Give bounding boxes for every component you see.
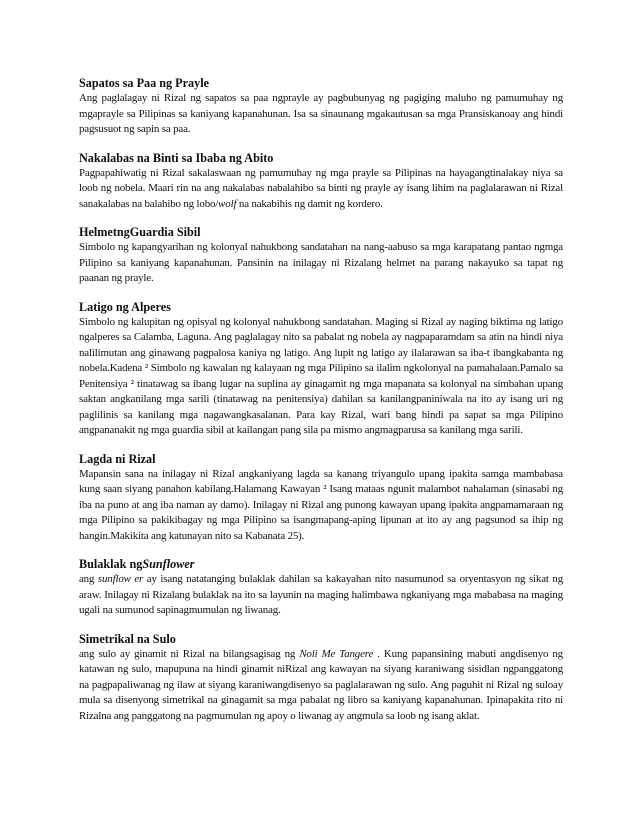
section-paragraph [79,166,563,213]
section-paragraph [79,467,563,545]
paragraph-text: ang sulo ay ginamit ni Rizal na bilangsagisag ng [79,647,300,660]
heading-italic-text: Sunflower [142,557,195,571]
paragraph-italic-text: wolf [218,197,237,210]
section-heading: Simetrikal na Sulo [79,631,176,646]
document-page [79,76,563,737]
section-heading: Nakalabas na Binti sa Ibaba ng Abito [79,150,274,165]
paragraph-text: Mapansin sana na inilagay ni Rizal angkaniyang lagda sa kanang triyangulo upang ipakita samga mambabasa kung saan siyang panahon kabilang.Halamang Kawayan ² Isang mataas ngunit malambot nahalaman (sinasabi ng iba na puno at ang iba naman ay damo). Inilagay ni Rizal ang punong kawayan upang ipakita angpamamaraan ng mga Pilipino sa pakikibagay ng mga Pilipino sa isangmapang-aping lipunan at ito ay ang pagsunod sa ihip ng hangin.Makikita ang katunayan nito sa Kabanata 25). [79,467,563,542]
section-paragraph [79,572,563,619]
section-paragraph [79,240,563,287]
section-heading: Lagda ni Rizal [79,451,156,466]
section-binti [79,151,563,213]
section-heading: Sapatos sa Paa ng Prayle [79,76,210,90]
paragraph-text: ay isang natatanging bulaklak dahilan sa kakayahan nito nasumunod sa oryentasyon ng sikat ng araw. Inilagay ni Rizalang bulaklak na ito sa layunin na maging halimbawa ngkaniyang mga mababasa na maging ugali na sumunod sapinagmumulan ng liwanag. [79,573,563,616]
section-heading [79,557,563,572]
paragraph-italic-text: Noli Me Tangere [299,647,374,660]
paragraph-text: na nakabihis ng damit ng kordero. [236,197,383,210]
section-latigo [79,300,563,439]
paragraph-text: . Kung papansining mabuti angdisenyo ng katawan ng sulo, mapupuna na hindi ginamit niRizal ang kawayan na siyang karaniwang sisidlan ngpanggatong na pagpapaliwanag ng ilaw at siyang karaniwangdisenyo sa paglalarawan ng sulo. Ang paguhit ni Rizal ng suloay mula sa disenyong simetrikal na ginagamit sa mga pabalat ng libro sa kaniyang kapanahunan. Ipinapakita rito ni Rizalna ang panggatong na pagmumulan ng apoy o liwanag ay angmula sa loob ng isang aklat. [79,647,563,722]
section-paragraph [79,315,563,439]
section-sapatos [79,76,563,138]
section-lagda [79,452,563,545]
paragraph-text: Simbolo ng kapangyarihan ng kolonyal nahukbong sandatahan na nang-aabuso sa mga karapatang pantao ngmga Pilipino sa kaniyang kapanahunan. Pansinin na inilagay ni Rizalang helmet na parang nakayuko sa tapat ng paanan ng prayle. [79,241,563,284]
section-paragraph [79,91,563,138]
paragraph-text: Ang paglalagay ni Rizal ng sapatos sa paa ngprayle ay pagbubunyag ng pagiging maluho ng pamumuhay ng mgaprayle sa Pilipinas sa kaniyang kapanahunan. Isa sa sinaunang mgakautusan sa mga Pransiskanoay ang hindi pagsusuot ng sapin sa paa. [79,92,563,135]
heading-text: Bulaklak ng [79,557,143,571]
section-paragraph [79,647,563,725]
section-helmet [79,225,563,287]
paragraph-text: Simbolo ng kalupitan ng opisyal ng kolonyal nahukbong sandatahan. Maging si Rizal ay naging biktima ng latigo ngalperes sa Calamba, Laguna. Ang paglalagay nito sa pabalat ng nobela ay nagpaparamdam sa atin na hindi niya nalilimutan ang ginawang pagpalosa kaniya ng latigo. Ang lupit ng latigo ay ilalarawan sa iba-t ibangkabanta ng nobela.Kadena ² Simbolo ng kawalan ng kalayaan ng mga Pilipino sa ilalim ngkolonyal na pamahalaan.Pamalo sa Penitensiya ² tinatawag sa ibang lugar na suplina ay ginagamit ng mga mapanata sa kolonyal na simbahan upang saktan angkanilang mga sarili (tinatawag na penitensiya) dahilan sa kanilangpaniniwala na ito ay isang uri ng paglilinis sa kanilang mga nagawangkasalanan. Para kay Rizal, wari bang hindi pa sapat sa mga Pilipino angpananakit ng mga guardia sibil at kailangan pang sila pa mismo angmagparusa sa kanilang mga sarili. [79,315,563,436]
section-heading: Latigo ng Alperes [79,299,171,314]
section-bulaklak [79,557,563,619]
section-sulo [79,632,563,725]
paragraph-italic-text: sunflow er [97,573,144,585]
section-heading: HelmetngGuardia Sibil [79,225,201,239]
paragraph-text: Pagpapahiwatig ni Rizal sakalaswaan ng pamumuhay ng mga prayle sa Pilipinas na hayagangtinalakay niya sa loob ng nobela. Maari rin na ang nakalabas nabalahibo sa binti ng prayle ay isang lihim na paglalarawan ni Rizal sanakalabas na balahibo ng lobo/ [79,166,563,210]
paragraph-text: ang [79,573,98,585]
